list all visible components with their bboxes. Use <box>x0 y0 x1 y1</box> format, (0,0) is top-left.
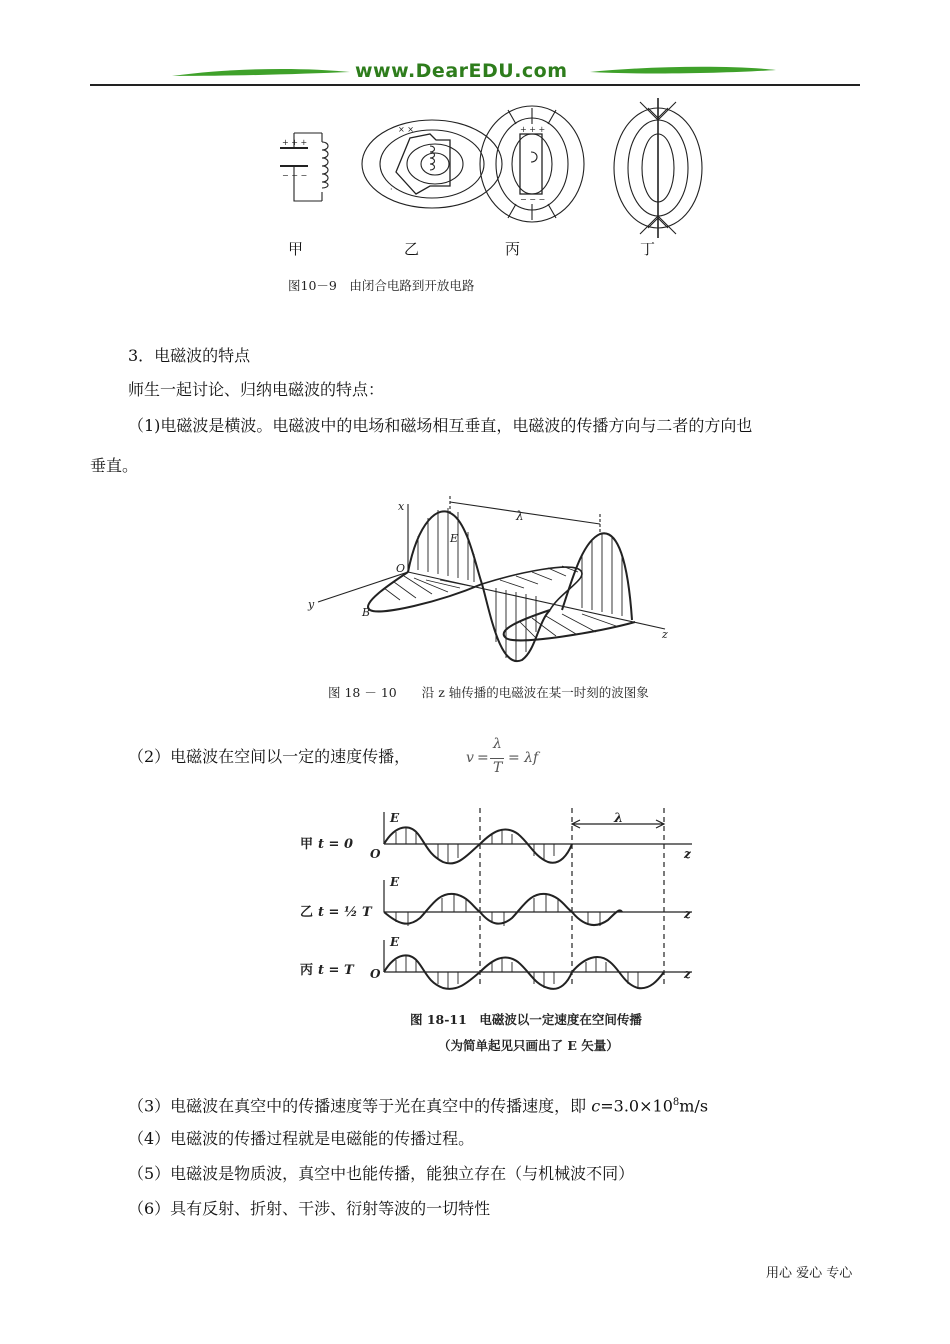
row-2-time: t = ½ T <box>318 905 372 920</box>
figure-18-10 <box>300 492 680 674</box>
row-3-name: 丙 <box>300 963 314 978</box>
row-2-e-label: E <box>390 875 400 889</box>
figure-10-9 <box>270 96 710 246</box>
point-3-exponent: 8 <box>672 1097 680 1108</box>
figure-18-11-caption: 图 18-11 电磁波以一定速度在空间传播 <box>410 1012 642 1027</box>
circuit-yi <box>362 120 502 208</box>
svg-text:− − −: − − − <box>520 195 546 204</box>
formula-denominator: T <box>493 760 503 776</box>
e-field-label: E <box>450 532 459 545</box>
formula-v: v <box>466 750 474 766</box>
figure-label-yi: 乙 <box>404 240 420 258</box>
formula-numerator: λ <box>493 736 502 752</box>
circuit-bing <box>480 106 584 222</box>
formula-equals: = <box>477 750 489 766</box>
row-2-z-label: z <box>684 907 691 921</box>
header-divider <box>90 84 860 86</box>
b-field-label: B <box>362 606 371 619</box>
axis-y-label: y <box>308 598 315 611</box>
figure-18-11 <box>298 808 698 998</box>
row-1-z-label: z <box>684 847 691 861</box>
wave-propagation-diagram <box>298 808 698 998</box>
wavelength-label: λ <box>516 509 524 523</box>
figure-label-bing: 丙 <box>505 240 521 258</box>
point-3-prefix: （3）电磁波在真空中的传播速度等于光在真空中的传播速度，即 <box>128 1096 592 1116</box>
circuit-diagram <box>270 96 710 246</box>
site-logo[interactable]: www.DearEDU.com <box>355 60 568 82</box>
point-1-line-2: 垂直。 <box>90 456 139 475</box>
row-3-origin: O <box>370 967 381 981</box>
figure-label-jia: 甲 <box>288 240 304 258</box>
axis-z-label: z <box>662 628 668 641</box>
point-6-text: （6）具有反射、折射、干涉、衍射等波的一切特性 <box>128 1199 491 1218</box>
row-3-z-label: z <box>684 967 691 981</box>
row-1-e-label: E <box>390 811 400 825</box>
row-3-e-label: E <box>390 935 400 949</box>
svg-text:+ + +: + + + <box>282 138 308 147</box>
point-2-text: （2）电磁波在空间以一定的速度传播， <box>128 747 411 766</box>
row-2-name: 乙 <box>300 905 314 920</box>
origin-label: O <box>396 562 406 575</box>
point-3-unit: m/s <box>679 1096 709 1116</box>
speed-formula <box>466 736 556 780</box>
figure-18-10-caption: 图 18 － 10 沿 z 轴传播的电磁波在某一时刻的波图象 <box>328 685 649 700</box>
point-3-value: =3.0×10 <box>600 1096 673 1116</box>
row-1-name: 甲 <box>300 837 314 852</box>
point-3-c: c <box>591 1096 601 1116</box>
formula-fraction-bar <box>490 758 504 759</box>
footer-motto: 用心 爱心 专心 <box>766 1266 853 1281</box>
formula-rhs: = λf <box>508 750 539 766</box>
point-3-text <box>128 1090 708 1119</box>
svg-text:× ×: × × <box>398 125 414 134</box>
circuit-jia <box>280 133 328 201</box>
svg-text:− − −: − − − <box>282 171 308 180</box>
axis-x-label: x <box>398 500 405 513</box>
point-5-text: （5）电磁波是物质波，真空中也能传播，能独立存在（与机械波不同） <box>128 1164 635 1183</box>
section-heading: 3．电磁波的特点 <box>128 346 251 365</box>
circuit-ding <box>614 98 702 238</box>
em-wave-3d-diagram <box>300 492 680 674</box>
figure-18-11-subcaption: （为简单起见只画出了 E 矢量） <box>438 1038 619 1053</box>
svg-text:· ·: · · <box>390 185 398 194</box>
point-1-line-1: （1)电磁波是横波。电磁波中的电场和磁场相互垂直，电磁波的传播方向与二者的方向也 <box>128 416 753 435</box>
row-1-time: t = 0 <box>318 837 353 852</box>
intro-text: 师生一起讨论、归纳电磁波的特点： <box>128 380 385 399</box>
row-3-time: t = T <box>318 963 354 978</box>
figure-10-9-caption: 图10－9 由闭合电路到开放电路 <box>288 278 475 293</box>
svg-text:+ + +: + + + <box>520 125 546 134</box>
figure-label-ding: 丁 <box>640 240 656 258</box>
point-4-text: （4）电磁波的传播过程就是电磁能的传播过程。 <box>128 1129 475 1148</box>
wavelength-label: λ <box>614 811 624 826</box>
row-1-origin: O <box>370 847 381 861</box>
